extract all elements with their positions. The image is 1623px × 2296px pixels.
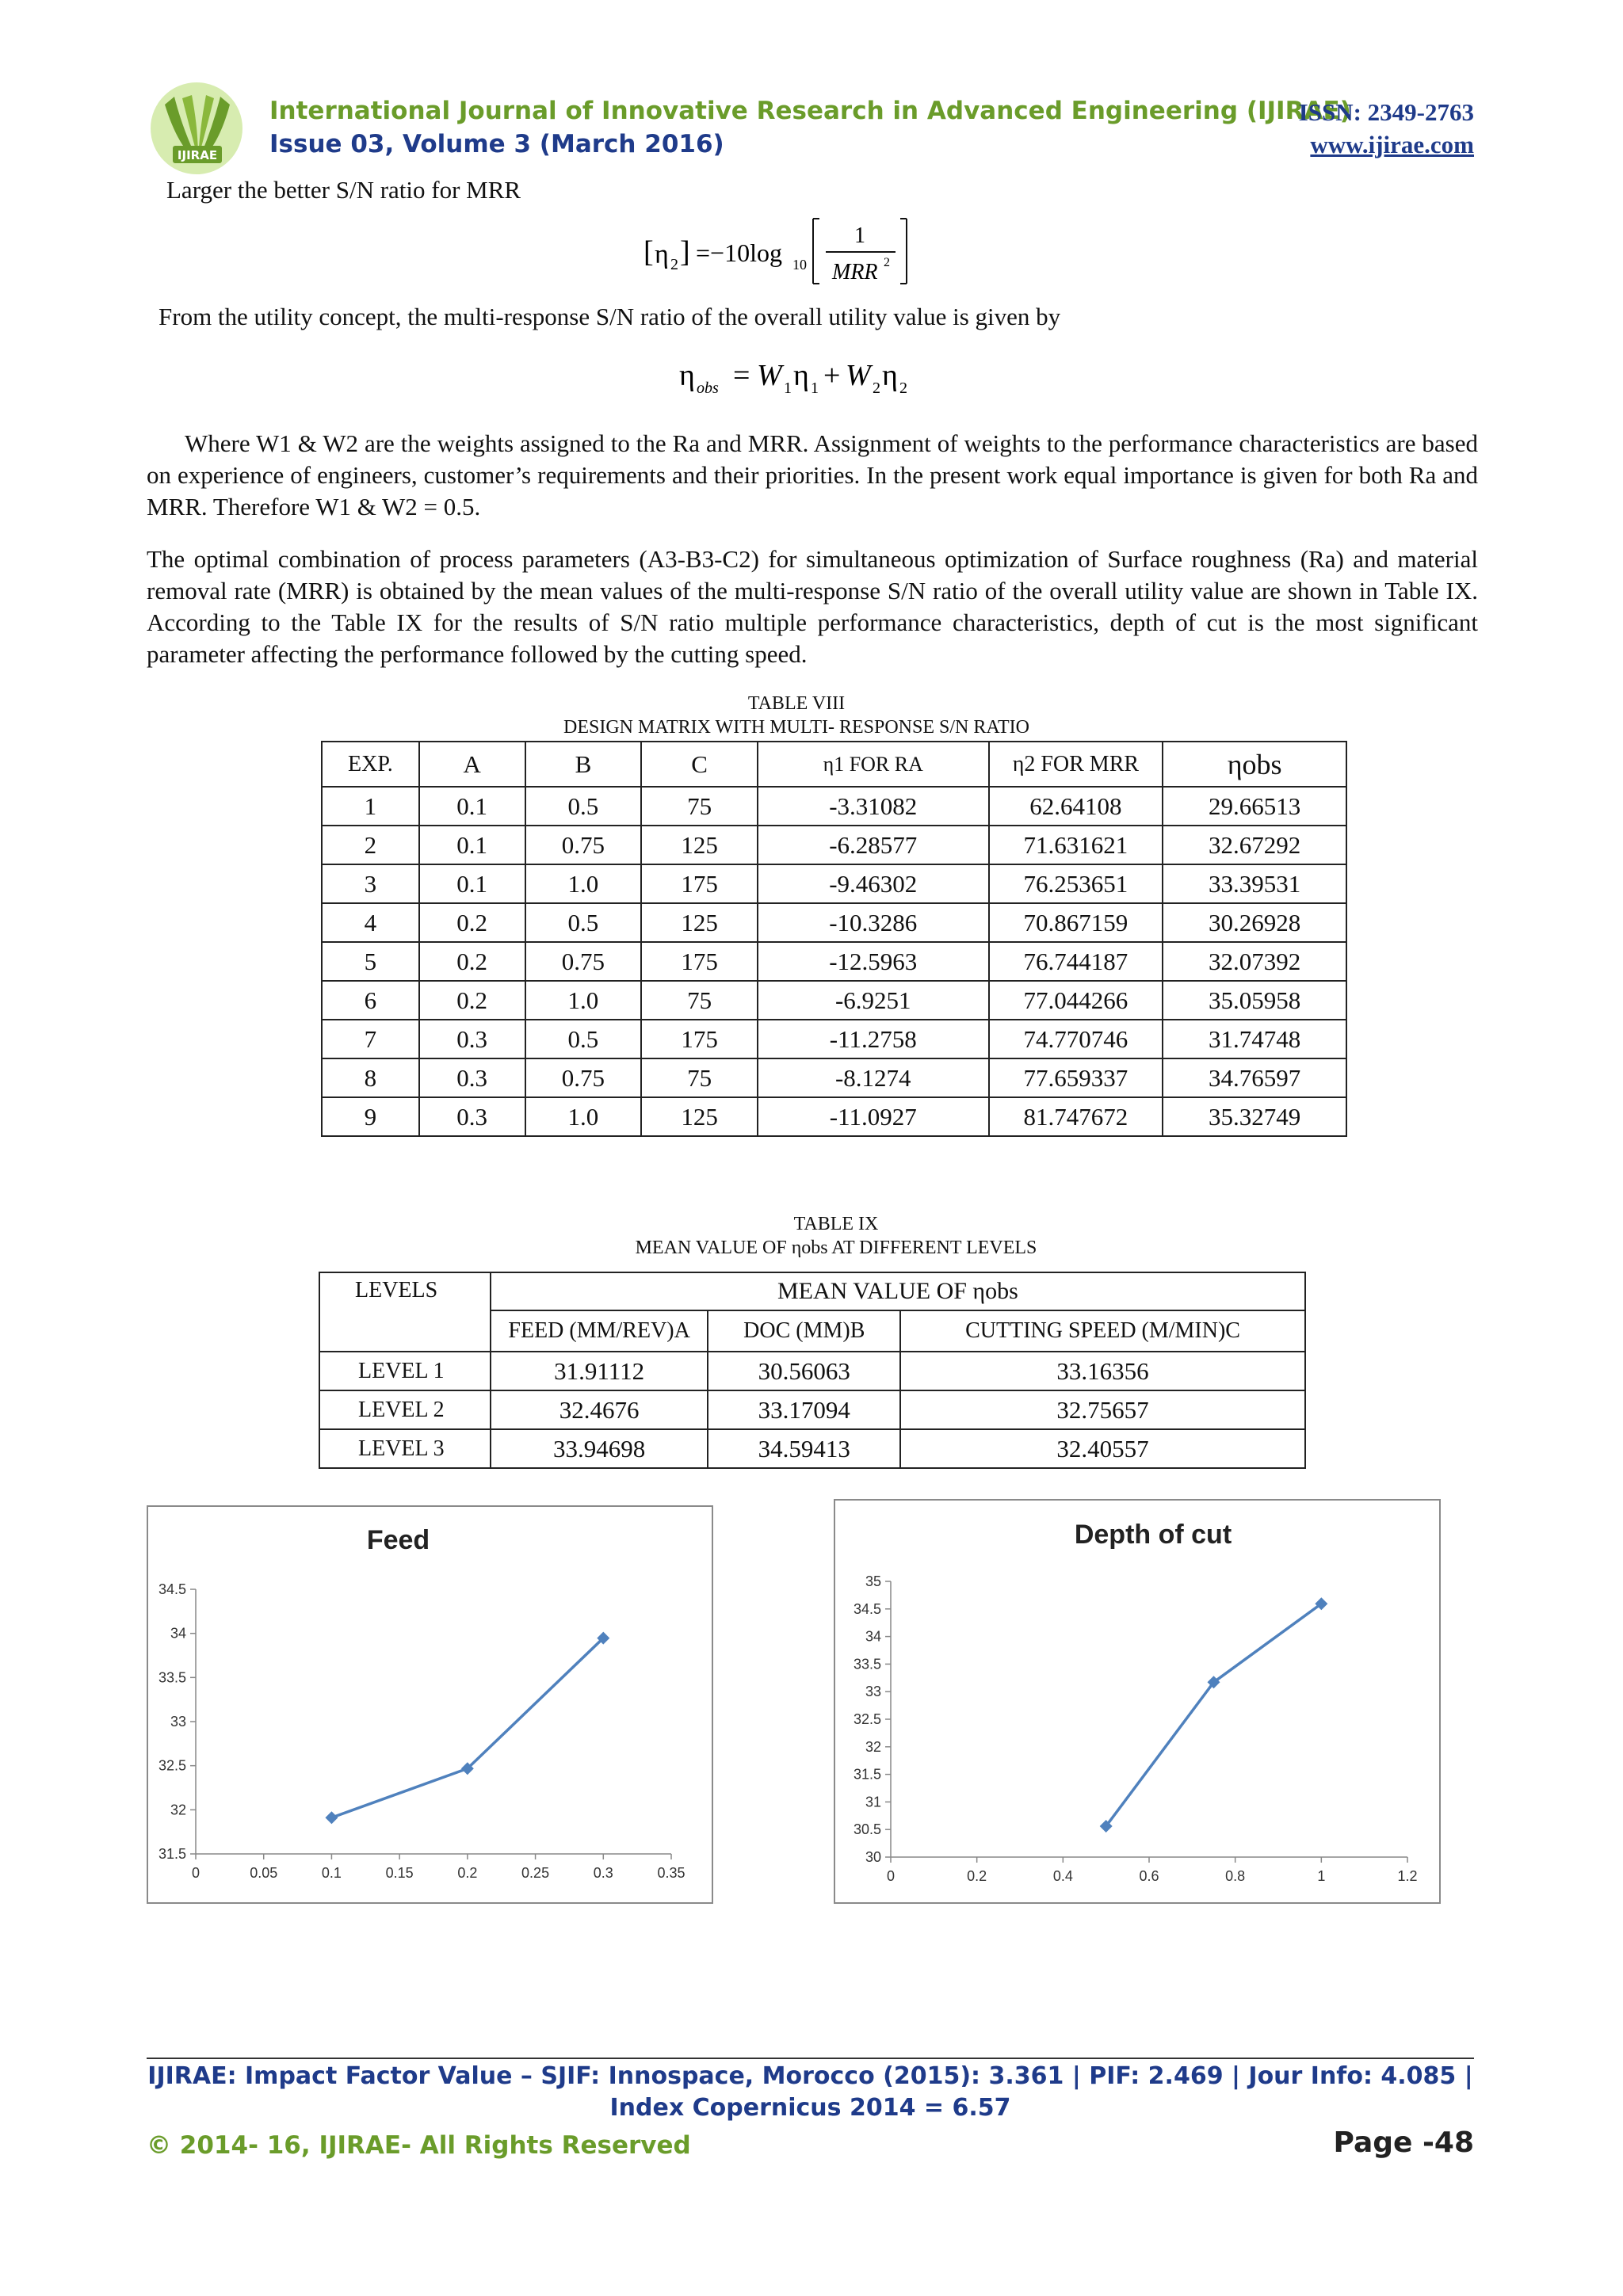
table8-cell: 125: [641, 1097, 758, 1136]
table8-cell: -6.9251: [758, 981, 989, 1020]
y-tick-label: 32.5: [158, 1757, 186, 1774]
table8-cell: 35.05958: [1163, 981, 1346, 1020]
table8-cell: 31.74748: [1163, 1020, 1346, 1058]
svg-text:10: 10: [792, 257, 807, 273]
table8-cell: -9.46302: [758, 864, 989, 903]
table8-row: [322, 826, 1346, 864]
table8-cell: 74.770746: [989, 1020, 1163, 1058]
journal-header: [143, 73, 1474, 168]
table9-cell: 30.56063: [708, 1352, 900, 1390]
y-tick-label: 31.5: [853, 1766, 881, 1783]
table8-cell: 77.659337: [989, 1058, 1163, 1097]
table8-cell: 0.2: [419, 942, 525, 981]
x-tick-label: 0.4: [1052, 1868, 1073, 1884]
table8-header-cell: B: [525, 742, 642, 787]
page-number: Page -48: [1333, 2126, 1474, 2159]
table8-cell: 1.0: [525, 981, 642, 1020]
svg-text:1: 1: [784, 379, 792, 397]
table8-cell: -12.5963: [758, 942, 989, 981]
table8-cell: -10.3286: [758, 903, 989, 942]
y-tick-label: 32: [865, 1738, 881, 1755]
y-tick-label: 34.5: [853, 1600, 881, 1617]
table8-cell: 6: [322, 981, 419, 1020]
svg-text:2: 2: [884, 256, 890, 269]
journal-title: International Journal of Innovative Research in Advanced Engineering (IJIRAE): [269, 97, 1351, 125]
feed-chart: [147, 1505, 713, 1904]
table8-cell: 71.631621: [989, 826, 1163, 864]
table8-cell: -11.0927: [758, 1097, 989, 1136]
svg-text:=−10log: =−10log: [696, 238, 782, 267]
table8-cell: 2: [322, 826, 419, 864]
chart-title: Feed: [366, 1525, 430, 1555]
table8-header-cell: A: [419, 742, 525, 787]
table8-row: [322, 942, 1346, 981]
table8-cell: 33.39531: [1163, 864, 1346, 903]
table9-level-label: LEVEL 1: [319, 1352, 491, 1390]
table8-cell: 34.76597: [1163, 1058, 1346, 1097]
x-tick-label: 1: [1317, 1868, 1326, 1884]
table9-cell: 32.75657: [900, 1390, 1305, 1429]
table8-cell: 4: [322, 903, 419, 942]
y-tick-label: 30: [865, 1849, 881, 1865]
svg-text:W: W: [757, 359, 782, 392]
table8-header-cell: C: [641, 742, 758, 787]
table8-cell: 29.66513: [1163, 787, 1346, 826]
x-tick-label: 0: [191, 1865, 200, 1881]
svg-text:]: ]: [680, 235, 690, 269]
x-tick-label: 0.35: [657, 1865, 685, 1881]
table8-cell: 0.3: [419, 1058, 525, 1097]
y-tick-label: 33: [865, 1684, 881, 1700]
table8-caption-title: DESIGN MATRIX WITH MULTI- RESPONSE S/N RATIO: [563, 717, 1030, 738]
table8-header-row: [322, 742, 1346, 787]
table8-cell: 0.75: [525, 1058, 642, 1097]
table9-caption-title: MEAN VALUE OF ηobs AT DIFFERENT LEVELS: [635, 1238, 1037, 1258]
y-tick-label: 33.5: [853, 1656, 881, 1672]
table8-cell: -11.2758: [758, 1020, 989, 1058]
table8-cell: 0.75: [525, 826, 642, 864]
x-tick-label: 0: [886, 1868, 896, 1884]
svg-text:2: 2: [899, 379, 907, 397]
svg-text:=: =: [733, 359, 750, 392]
svg-text:obs: obs: [697, 379, 719, 397]
paragraph-mrr-intro: Larger the better S/N ratio for MRR: [166, 176, 521, 204]
svg-text:1: 1: [854, 223, 865, 248]
table9-cell: 33.94698: [491, 1429, 708, 1468]
x-tick-label: 0.15: [385, 1865, 414, 1881]
x-tick-label: 0.2: [457, 1865, 478, 1881]
table8-cell: 9: [322, 1097, 419, 1136]
table8-cell: 1.0: [525, 1097, 642, 1136]
table9-col-header: CUTTING SPEED (M/MIN)C: [900, 1310, 1305, 1352]
y-tick-label: 30.5: [853, 1821, 881, 1838]
table8-header-cell: η2 FOR MRR: [989, 742, 1163, 787]
table8-cell: 175: [641, 942, 758, 981]
table8-cell: 3: [322, 864, 419, 903]
footer-impact-factor: IJIRAE: Impact Factor Value – SJIF: Innospace, Morocco (2015): 3.361 | PIF: 2.469 | Jour Info: 4.085 |: [147, 2062, 1473, 2090]
table8-cell: -6.28577: [758, 826, 989, 864]
table9-caption: [321, 1212, 1351, 1260]
svg-text:+: +: [823, 359, 841, 392]
paragraph-weights: Where W1 & W2 are the weights assigned to the Ra and MRR. Assignment of weights to the performance characteristics are based on experience of engineers, customer’s requirements and their priorities. In the present work equal importance is given for both Ra and MRR. Therefore W1 & W2 = 0.5.: [147, 429, 1478, 521]
y-tick-label: 34.5: [158, 1581, 186, 1597]
table8-row: [322, 981, 1346, 1020]
ijirae-logo: [143, 73, 262, 176]
table8-cell: 32.67292: [1163, 826, 1346, 864]
x-tick-label: 0.8: [1225, 1868, 1246, 1884]
table8-cell: 76.744187: [989, 942, 1163, 981]
table8-row: [322, 1097, 1346, 1136]
table8-header-cell: η1 FOR RA: [758, 742, 989, 787]
equation-eta-obs: [678, 349, 947, 404]
table8-cell: 75: [641, 1058, 758, 1097]
table8-header-cell: ηobs: [1163, 742, 1346, 787]
table9-cell: 32.40557: [900, 1429, 1305, 1468]
y-tick-label: 34: [865, 1628, 881, 1645]
table8-cell: 62.64108: [989, 787, 1163, 826]
svg-text:2: 2: [670, 256, 678, 273]
table8-caption: [321, 692, 1272, 739]
y-tick-label: 32: [170, 1802, 186, 1818]
table8-cell: 0.75: [525, 942, 642, 981]
y-tick-label: 33: [170, 1714, 186, 1730]
table8-cell: 125: [641, 903, 758, 942]
svg-text:[: [: [643, 235, 654, 269]
series-line: [331, 1638, 603, 1818]
table8-cell: 0.1: [419, 787, 525, 826]
x-tick-label: 0.2: [967, 1868, 987, 1884]
table8-cell: 0.1: [419, 826, 525, 864]
y-tick-label: 34: [170, 1625, 186, 1642]
table8-cell: 0.3: [419, 1097, 525, 1136]
table8-cell: 0.2: [419, 903, 525, 942]
depth-of-cut-chart-svg: [835, 1501, 1439, 1902]
table9-header-row-1: [319, 1272, 1305, 1310]
table9-level-label: LEVEL 2: [319, 1390, 491, 1429]
journal-issn: ISSN: 2349-2763: [1298, 98, 1474, 126]
table8-row: [322, 787, 1346, 826]
table8-cell: 32.07392: [1163, 942, 1346, 981]
table9-col-header: DOC (MM)B: [708, 1310, 900, 1352]
journal-issue: Issue 03, Volume 3 (March 2016): [269, 130, 724, 158]
table8-cell: 0.3: [419, 1020, 525, 1058]
table8-cell: 5: [322, 942, 419, 981]
table8-cell: -3.31082: [758, 787, 989, 826]
table8-row: [322, 1058, 1346, 1097]
svg-text:2: 2: [873, 379, 880, 397]
table9-cell: 32.4676: [491, 1390, 708, 1429]
table8-cell: 1.0: [525, 864, 642, 903]
footer-divider: [147, 2058, 1474, 2059]
y-tick-label: 32.5: [853, 1711, 881, 1727]
table9-row: [319, 1429, 1305, 1468]
table8-cell: 35.32749: [1163, 1097, 1346, 1136]
footer-index-copernicus: Index Copernicus 2014 = 6.57: [609, 2094, 1011, 2122]
svg-text:η: η: [882, 359, 898, 392]
paragraph-optimal: The optimal combination of process parameters (A3-B3-C2) for simultaneous optimization of Surface roughness (Ra) and material removal rate (MRR) is obtained by the mean values of the multi-response S/N ratio of the overall utility value are shown in Table IX. According to the Table IX for the results of S/N ratio multiple performance characteristics, depth of cut is the most significant parameter affecting the performance followed by the cutting speed.: [147, 545, 1478, 668]
table8-cell: 0.2: [419, 981, 525, 1020]
svg-text:η: η: [655, 240, 669, 269]
table8-cell: 76.253651: [989, 864, 1163, 903]
table8-cell: 77.044266: [989, 981, 1163, 1020]
data-point-marker: [325, 1811, 338, 1824]
table8-cell: 7: [322, 1020, 419, 1058]
table9-levels-header: LEVELS: [319, 1272, 491, 1352]
svg-text:η: η: [679, 359, 695, 392]
y-tick-label: 31: [865, 1794, 881, 1810]
table8-cell: 75: [641, 981, 758, 1020]
svg-text:η: η: [793, 359, 809, 392]
series-line: [1106, 1604, 1322, 1826]
table8-cell: 75: [641, 787, 758, 826]
y-tick-label: 33.5: [158, 1669, 186, 1686]
table8-cell: 125: [641, 826, 758, 864]
table8-cell: 81.747672: [989, 1097, 1163, 1136]
y-tick-label: 35: [865, 1573, 881, 1589]
svg-text:1: 1: [811, 379, 819, 397]
table8-cell: 0.5: [525, 903, 642, 942]
table9-cell: 31.91112: [491, 1352, 708, 1390]
table9-row: [319, 1352, 1305, 1390]
x-tick-label: 0.25: [521, 1865, 550, 1881]
table8-cell: 0.5: [525, 1020, 642, 1058]
table9-group-header: MEAN VALUE OF ηobs: [491, 1272, 1305, 1310]
journal-url[interactable]: www.ijirae.com: [1310, 131, 1474, 158]
table8-cell: 1: [322, 787, 419, 826]
x-tick-label: 1.2: [1397, 1868, 1418, 1884]
table9-col-header: FEED (MM/REV)A: [491, 1310, 708, 1352]
table8-cell: 175: [641, 1020, 758, 1058]
table9-row: [319, 1390, 1305, 1429]
table9-cell: 34.59413: [708, 1429, 900, 1468]
svg-text:MRR: MRR: [832, 260, 878, 284]
feed-chart-svg: [148, 1507, 712, 1902]
depth-of-cut-chart: [834, 1499, 1441, 1904]
table8-cell: 0.1: [419, 864, 525, 903]
table9-level-label: LEVEL 3: [319, 1429, 491, 1468]
table8-cell: 8: [322, 1058, 419, 1097]
chart-title: Depth of cut: [1074, 1520, 1232, 1550]
y-tick-label: 31.5: [158, 1846, 186, 1862]
table8-row: [322, 864, 1346, 903]
table9-mean-values: [319, 1272, 1306, 1469]
equation-eta2: [642, 212, 943, 292]
table8-cell: -8.1274: [758, 1058, 989, 1097]
table8-cell: 0.5: [525, 787, 642, 826]
x-tick-label: 0.1: [321, 1865, 342, 1881]
table9-cell: 33.16356: [900, 1352, 1305, 1390]
paragraph-utility: From the utility concept, the multi-response S/N ratio of the overall utility value is given by: [158, 303, 1061, 330]
logo-text: IJIRAE: [177, 148, 218, 162]
table8-row: [322, 903, 1346, 942]
x-tick-label: 0.6: [1139, 1868, 1159, 1884]
table8-design-matrix: [321, 741, 1347, 1137]
table9-cell: 33.17094: [708, 1390, 900, 1429]
svg-text:W: W: [846, 359, 871, 392]
table8-caption-number: TABLE VIII: [747, 693, 846, 714]
table8-cell: 175: [641, 864, 758, 903]
footer-copyright: © 2014- 16, IJIRAE- All Rights Reserved: [147, 2131, 691, 2160]
table8-cell: 70.867159: [989, 903, 1163, 942]
x-tick-label: 0.3: [593, 1865, 613, 1881]
table8-row: [322, 1020, 1346, 1058]
table8-header-cell: EXP.: [322, 742, 419, 787]
table8-cell: 30.26928: [1163, 903, 1346, 942]
table9-caption-number: TABLE IX: [793, 1214, 879, 1234]
x-tick-label: 0.05: [250, 1865, 278, 1881]
